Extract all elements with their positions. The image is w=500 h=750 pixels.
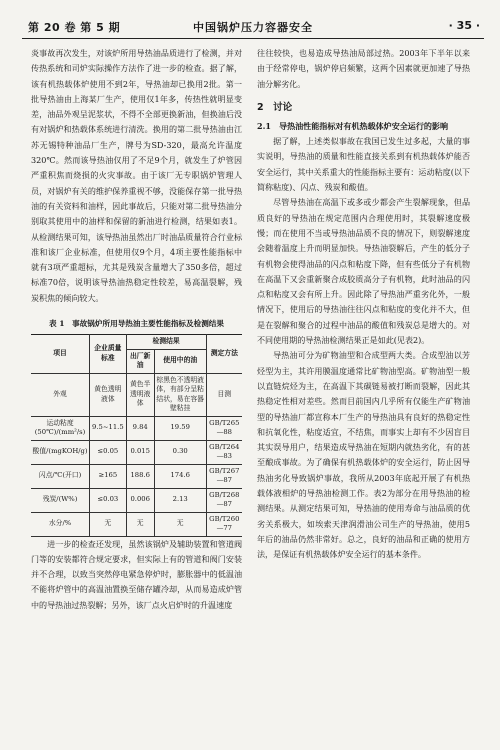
oil-properties-table xyxy=(31,334,242,537)
cell-std: 无 xyxy=(90,512,127,536)
paragraph: 导热油可分为矿物油型和合成型两大类。合成型油以芳烃型为主，其许用膜温度通常比矿物油型高。矿物油型一般以直链烷烃为主，在高温下其碳链易被打断而裂解，因此其热稳定性相对差些。然而目前国内几乎所有仅能生产矿物油型的导热油厂都宣称本厂生产的导热油具有良好的热稳定性和抗氧化性，粘度适宜，不结焦，而事实上却有不少因盲目其实误导用户，结果造成导热油在短期内就热劣化，有的甚至酿成事故。为了确保有机热载体炉的安全运行，防止因导热油劣化导致锅炉事故，我所从2003年底起开展了有机热载体液相炉的导热油检测工作。表2为部分在用导热油的检测结果。从测定结果可知，导热油的使用寿命与油品质的优劣关系极大，如埃索天津润滑油公司生产的导热油，使用5年后的油品仍然非常好。总之，良好的油品和正确的使用方法，是保证有机热载体炉安全运行的基本条件。 xyxy=(257,351,470,560)
table-row xyxy=(31,488,242,512)
paragraph: 进一步的检查还发现，虽然该锅炉及辅助装置和管道阀门等的安装都符合规定要求，但实际上有的管道和阀门安装并不合理，以致当突然停电紧急停炉时，膨胀器中的低温油不能将炉管中的高温油置换至储存罐冷却，从而易造成炉管中的导热油过热裂解；另外，该厂点火启炉时的升温速度 xyxy=(31,539,242,610)
table-row xyxy=(31,440,242,464)
cell-std: 9.5~11.5 xyxy=(90,416,127,440)
cell-std: 黄色透明液体 xyxy=(90,373,127,416)
cell-method: GB/T260—77 xyxy=(206,512,242,536)
table-row xyxy=(31,416,242,440)
cell-method: GB/T265—88 xyxy=(206,416,242,440)
cell-method: GB/T264—83 xyxy=(206,440,242,464)
cell-item: 酸值/(mgKOH/g) xyxy=(31,440,90,464)
page-number: · 35 · xyxy=(448,19,480,32)
th-factory-new: 出厂新油 xyxy=(126,349,154,373)
cell-new: 无 xyxy=(126,512,154,536)
volume-issue: 第 20 卷 第 5 期 xyxy=(28,21,121,34)
section-heading: 2 讨论 xyxy=(257,101,293,113)
th-enterprise-std: 企业质量标准 xyxy=(90,335,127,374)
table-row xyxy=(31,464,242,488)
cell-std: ≤0.03 xyxy=(90,488,127,512)
cell-used: 棕黑色不透明液体，有部分呈粘结状，易在容器壁粘挂 xyxy=(154,373,206,416)
cell-item: 残炭/(W%) xyxy=(31,488,90,512)
cell-used: 无 xyxy=(154,512,206,536)
table-header-row xyxy=(31,335,242,350)
cell-used: 174.6 xyxy=(154,464,206,488)
running-header xyxy=(22,18,484,39)
cell-new: 0.015 xyxy=(126,440,154,464)
cell-method: GB/T268—87 xyxy=(206,488,242,512)
cell-std: ≥165 xyxy=(90,464,127,488)
paragraph: 尽管导热油在高温下或多或少都会产生裂解现象，但品质良好的导热油在规定范围内合理使用时，其裂解速度极慢；而在使用不当或导热油品质不良的情况下，则裂解速度会随着温度上升而明显加快。导热油裂解后，产生的低分子有机物会使得油品的闪点和粘度下降，但有些低分子有机物在高温下又会重新聚合成胶质高分子有机物，此时油品的闪点和粘度又会有所上升。因此除了导热油严重劣化外，一般情况下，使用后的导热油往往闪点和粘度的变化并不大，但是在裂解和聚合的过程中油品的酸值和残炭总是增大的。对不同使用期的导热油检测结果正是如此(见表2)。 xyxy=(257,198,470,346)
paragraph: 据了解，上述类似事故在我国已发生过多起，大量的事实说明，导热油的质量和性能直接关系到有机热载体炉能否安全运行，其中关系重大的性能指标主要有：运动粘度(以下简称粘度)、闪点、残炭和酸值。 xyxy=(257,137,470,193)
cell-used: 2.13 xyxy=(154,488,206,512)
table-caption: 表 1 事故锅炉所用导热油主要性能指标及检测结果 xyxy=(49,319,224,329)
cell-used: 19.59 xyxy=(154,416,206,440)
cell-method: GB/T267—87 xyxy=(206,464,242,488)
cell-item: 运动粘度(50℃)/(mm²/s) xyxy=(31,416,90,440)
cell-new: 黄色半透明液体 xyxy=(126,373,154,416)
table-row xyxy=(31,373,242,416)
cell-new: 0.006 xyxy=(126,488,154,512)
cell-item: 水分/% xyxy=(31,512,90,536)
cell-new: 188.6 xyxy=(126,464,154,488)
cell-std: ≤0.05 xyxy=(90,440,127,464)
th-results: 检测结果 xyxy=(126,335,206,350)
subsection-heading: 2.1 导热油性能指标对有机热载体炉安全运行的影响 xyxy=(257,120,449,131)
cell-used: 0.30 xyxy=(154,440,206,464)
th-in-use: 使用中的油 xyxy=(154,349,206,373)
cell-item: 外观 xyxy=(31,373,90,416)
cell-method: 目测 xyxy=(206,373,242,416)
right-column xyxy=(257,46,470,563)
left-column xyxy=(31,46,242,613)
cell-new: 9.84 xyxy=(126,416,154,440)
cell-item: 闪点/℃(开口) xyxy=(31,464,90,488)
paragraph: 炎事故再次发生，对该炉所用导热油品质进行了检测，并对传热系统和司炉实际操作方法作了进一步的检查。据了解，该有机热载体炉使用不到2年，导热油却已换用2批。第一批导热油由上海某厂生产，使用仅1年多，传热性就明显变差，油品外观呈泥浆状，不得不全部更换新油，但换油后没有对锅炉和热载体系统进行清洗。换用的第二批导热油由江苏无锡特种油品厂生产，牌号为SD-320，最高允许温度320℃。然而该导热油仅用了不足9个月，就发生了炉管因严重积焦而烧损的火灾事故。由于该厂无专职锅炉管理人员，对锅炉有关的维护保养重视不够，没能保存第一批导热油的有关资料和油样，因此事故后，只能对第二批导热油分别取其使用中的油样和保留的新油进行检测，结果如表1。从检测结果可知，该导热油虽然出厂时油品质量符合行业标准和该厂企业标准，但使用仅9个月，4项主要性能指标中就有3项严重超标，尤其是残炭含量增大了350多倍，超过标准70倍，说明该导热油热稳定性较差，易高温裂解，残炭积焦的倾向较大。 xyxy=(31,49,242,303)
journal-title: 中国锅炉压力容器安全 xyxy=(193,21,313,34)
th-method: 测定方法 xyxy=(206,335,242,374)
table-row xyxy=(31,512,242,536)
paragraph: 往往较快，也易造成导热油局部过热。2003年下半年以来由于经常停电，锅炉停启频繁，这两个因素就更加速了导热油分解劣化。 xyxy=(257,49,470,89)
th-item: 项目 xyxy=(31,335,90,374)
